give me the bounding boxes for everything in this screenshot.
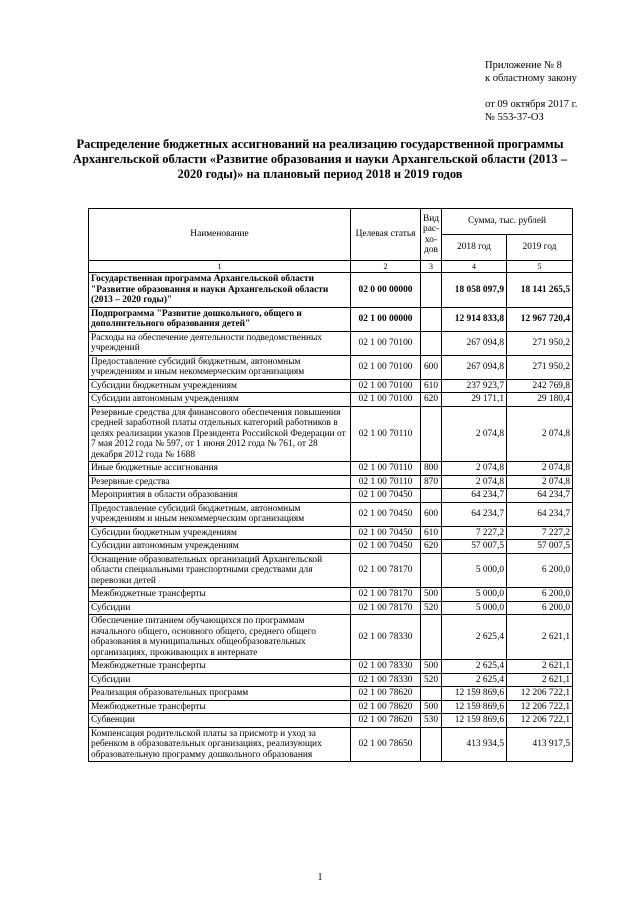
cell-name: Субвенции xyxy=(89,714,351,728)
cell-sum-2018: 2 074,8 xyxy=(442,462,507,476)
cell-name: Резервные средства xyxy=(89,475,351,489)
cell-sum-2019: 6 200,0 xyxy=(507,553,573,588)
cell-name: Межбюджетные трансферты xyxy=(89,700,351,714)
cell-sum-2018: 18 058 097,9 xyxy=(442,273,507,308)
cell-kind: 500 xyxy=(421,588,442,602)
cell-name: Субсидии бюджетным учреждениям xyxy=(89,526,351,540)
cell-sum-2018: 29 171,1 xyxy=(442,393,507,407)
cell-sum-2019: 12 206 722,1 xyxy=(507,714,573,728)
cell-code: 02 1 00 78330 xyxy=(351,615,421,660)
cell-sum-2018: 12 159 869,6 xyxy=(442,714,507,728)
cell-sum-2018: 5 000,0 xyxy=(442,601,507,615)
cell-kind: 520 xyxy=(421,673,442,687)
cell-kind xyxy=(421,489,442,503)
cell-code: 02 1 00 78170 xyxy=(351,553,421,588)
cell-kind: 500 xyxy=(421,660,442,674)
cell-kind: 870 xyxy=(421,475,442,489)
header-sum: Сумма, тыс. рублей xyxy=(442,209,573,235)
cell-code: 02 1 00 78620 xyxy=(351,687,421,701)
cell-name: Субсидии бюджетным учреждениям xyxy=(89,379,351,393)
table-row xyxy=(89,714,573,728)
cell-sum-2019: 29 180,4 xyxy=(507,393,573,407)
cell-kind xyxy=(421,307,442,331)
cell-sum-2018: 2 625,4 xyxy=(442,615,507,660)
document-title: Распределение бюджетных ассигнований на реализацию государственной программы Архангельской области «Развитие образования и науки Архангельской области (2013 – 2020 годы)» на плановый период 2018 и 2019 годов xyxy=(72,137,568,181)
cell-sum-2018: 2 625,4 xyxy=(442,660,507,674)
column-number: 3 xyxy=(421,261,442,273)
cell-kind xyxy=(421,615,442,660)
cell-kind: 620 xyxy=(421,393,442,407)
cell-sum-2018: 12 159 869,6 xyxy=(442,700,507,714)
cell-sum-2019: 2 621,1 xyxy=(507,660,573,674)
cell-name: Межбюджетные трансферты xyxy=(89,588,351,602)
cell-sum-2019: 12 967 720,4 xyxy=(507,307,573,331)
cell-name: Предоставление субсидий бюджетным, автономным учреждениям и иным некоммерческим организациям xyxy=(89,355,351,379)
cell-name: Субсидии xyxy=(89,673,351,687)
cell-sum-2018: 64 234,7 xyxy=(442,489,507,503)
table-row xyxy=(89,273,573,308)
cell-kind: 610 xyxy=(421,526,442,540)
table-row xyxy=(89,393,573,407)
table-row xyxy=(89,540,573,554)
cell-code: 02 1 00 70100 xyxy=(351,393,421,407)
cell-kind: 610 xyxy=(421,379,442,393)
appendix-line: № 553-37-ОЗ xyxy=(485,112,544,123)
table-row xyxy=(89,475,573,489)
cell-sum-2018: 267 094,8 xyxy=(442,331,507,355)
cell-sum-2018: 5 000,0 xyxy=(442,553,507,588)
cell-sum-2019: 7 227,2 xyxy=(507,526,573,540)
table-row xyxy=(89,331,573,355)
cell-sum-2019: 271 950,2 xyxy=(507,355,573,379)
table-row xyxy=(89,700,573,714)
cell-code: 02 1 00 70110 xyxy=(351,475,421,489)
appendix-line: от 09 октября 2017 г. xyxy=(485,99,578,110)
cell-sum-2019: 64 234,7 xyxy=(507,502,573,526)
cell-code: 02 1 00 78620 xyxy=(351,714,421,728)
cell-name: Субсидии автономным учреждениям xyxy=(89,393,351,407)
cell-sum-2019: 2 074,8 xyxy=(507,475,573,489)
cell-sum-2019: 12 206 722,1 xyxy=(507,687,573,701)
cell-sum-2018: 237 923,7 xyxy=(442,379,507,393)
cell-code: 02 1 00 78620 xyxy=(351,700,421,714)
cell-sum-2019: 242 769,8 xyxy=(507,379,573,393)
table-row xyxy=(89,379,573,393)
cell-code: 02 1 00 00000 xyxy=(351,307,421,331)
cell-code: 02 1 00 78330 xyxy=(351,673,421,687)
cell-code: 02 1 00 70100 xyxy=(351,379,421,393)
cell-code: 02 1 00 78650 xyxy=(351,727,421,762)
cell-sum-2018: 413 934,5 xyxy=(442,727,507,762)
cell-name: Резервные средства для финансового обеспечения повышения средней заработной платы отдельных категорий работников в целях реализации указов Президента Российской Федерации от 7 мая 2012 года № 597, от 1 июня 2012 года № 761, от 28 декабря 2012 года № 1688 xyxy=(89,406,351,462)
cell-sum-2019: 12 206 722,1 xyxy=(507,700,573,714)
cell-code: 02 1 00 70110 xyxy=(351,406,421,462)
cell-sum-2019: 2 621,1 xyxy=(507,615,573,660)
cell-kind xyxy=(421,331,442,355)
cell-code: 02 1 00 70100 xyxy=(351,331,421,355)
cell-sum-2018: 2 074,8 xyxy=(442,475,507,489)
cell-sum-2018: 5 000,0 xyxy=(442,588,507,602)
cell-code: 02 1 00 70110 xyxy=(351,462,421,476)
header-name: Наименование xyxy=(89,209,351,261)
cell-sum-2019: 2 074,8 xyxy=(507,462,573,476)
table-row xyxy=(89,526,573,540)
table-row xyxy=(89,462,573,476)
page-number: 1 xyxy=(317,872,323,883)
cell-sum-2019: 6 200,0 xyxy=(507,588,573,602)
cell-name: Мероприятия в области образования xyxy=(89,489,351,503)
column-number: 4 xyxy=(442,261,507,273)
cell-code: 02 1 00 78330 xyxy=(351,660,421,674)
column-number: 5 xyxy=(507,261,573,273)
cell-code: 02 1 00 70450 xyxy=(351,526,421,540)
cell-kind xyxy=(421,727,442,762)
cell-kind: 800 xyxy=(421,462,442,476)
cell-sum-2019: 57 007,5 xyxy=(507,540,573,554)
cell-kind: 530 xyxy=(421,714,442,728)
header-code: Целевая статья xyxy=(351,209,421,261)
cell-sum-2018: 64 234,7 xyxy=(442,502,507,526)
cell-sum-2018: 7 227,2 xyxy=(442,526,507,540)
cell-sum-2018: 2 625,4 xyxy=(442,673,507,687)
table-row xyxy=(89,601,573,615)
cell-sum-2019: 271 950,2 xyxy=(507,331,573,355)
cell-name: Государственная программа Архангельской области "Развитие образования и науки Архангельской области (2013 – 2020 годы)" xyxy=(89,273,351,308)
cell-kind xyxy=(421,687,442,701)
cell-code: 02 1 00 70450 xyxy=(351,489,421,503)
cell-code: 02 0 00 00000 xyxy=(351,273,421,308)
cell-sum-2018: 12 914 833,8 xyxy=(442,307,507,331)
cell-name: Субсидии автономным учреждениям xyxy=(89,540,351,554)
table-row xyxy=(89,687,573,701)
cell-kind: 600 xyxy=(421,502,442,526)
table-row xyxy=(89,502,573,526)
cell-sum-2018: 57 007,5 xyxy=(442,540,507,554)
appendix-line: к областному закону xyxy=(485,73,577,84)
cell-sum-2019: 64 234,7 xyxy=(507,489,573,503)
cell-kind xyxy=(421,553,442,588)
table-row xyxy=(89,673,573,687)
cell-name: Оснащение образовательных организаций Архангельской области специальными транспортными средствами для перевозки детей xyxy=(89,553,351,588)
cell-code: 02 1 00 78170 xyxy=(351,588,421,602)
cell-name: Компенсация родительской платы за присмотр и уход за ребенком в образовательных организациях, реализующих образовательную программу дошкольного образования xyxy=(89,727,351,762)
cell-name: Предоставление субсидий бюджетным, автономным учреждениям и иным некоммерческим организациям xyxy=(89,502,351,526)
table-row xyxy=(89,489,573,503)
budget-table xyxy=(88,208,573,762)
table-row xyxy=(89,660,573,674)
cell-sum-2019: 2 621,1 xyxy=(507,673,573,687)
column-number: 1 xyxy=(89,261,351,273)
cell-kind xyxy=(421,273,442,308)
cell-kind: 600 xyxy=(421,355,442,379)
table-row xyxy=(89,553,573,588)
cell-name: Иные бюджетные ассигнования xyxy=(89,462,351,476)
table-row xyxy=(89,727,573,762)
cell-code: 02 1 00 70100 xyxy=(351,355,421,379)
cell-sum-2019: 2 074,8 xyxy=(507,406,573,462)
cell-name: Субсидии xyxy=(89,601,351,615)
table-row xyxy=(89,355,573,379)
cell-name: Подпрограмма "Развитие дошкольного, общего и дополнительного образования детей" xyxy=(89,307,351,331)
column-number: 2 xyxy=(351,261,421,273)
cell-name: Межбюджетные трансферты xyxy=(89,660,351,674)
cell-kind xyxy=(421,406,442,462)
cell-kind: 520 xyxy=(421,601,442,615)
appendix-line: Приложение № 8 xyxy=(485,60,562,71)
table-row xyxy=(89,615,573,660)
cell-code: 02 1 00 70450 xyxy=(351,502,421,526)
cell-sum-2018: 12 159 869,6 xyxy=(442,687,507,701)
cell-kind: 620 xyxy=(421,540,442,554)
appendix-block xyxy=(485,59,577,124)
cell-sum-2019: 6 200,0 xyxy=(507,601,573,615)
cell-sum-2019: 18 141 265,5 xyxy=(507,273,573,308)
header-kind: Вид рас-хо-дов xyxy=(421,209,442,261)
cell-sum-2018: 267 094,8 xyxy=(442,355,507,379)
header-2019: 2019 год xyxy=(507,235,573,261)
cell-sum-2018: 2 074,8 xyxy=(442,406,507,462)
header-2018: 2018 год xyxy=(442,235,507,261)
cell-code: 02 1 00 70450 xyxy=(351,540,421,554)
cell-name: Обеспечение питанием обучающихся по программам начального общего, основного общего, среднего общего образования в муниципальных общеобразовательных организациях, проживающих в интернате xyxy=(89,615,351,660)
cell-code: 02 1 00 78170 xyxy=(351,601,421,615)
cell-name: Расходы на обеспечение деятельности подведомственных учреждений xyxy=(89,331,351,355)
table-row xyxy=(89,588,573,602)
table-row xyxy=(89,406,573,462)
table-row xyxy=(89,307,573,331)
cell-kind: 500 xyxy=(421,700,442,714)
cell-name: Реализация образовательных программ xyxy=(89,687,351,701)
cell-sum-2019: 413 917,5 xyxy=(507,727,573,762)
